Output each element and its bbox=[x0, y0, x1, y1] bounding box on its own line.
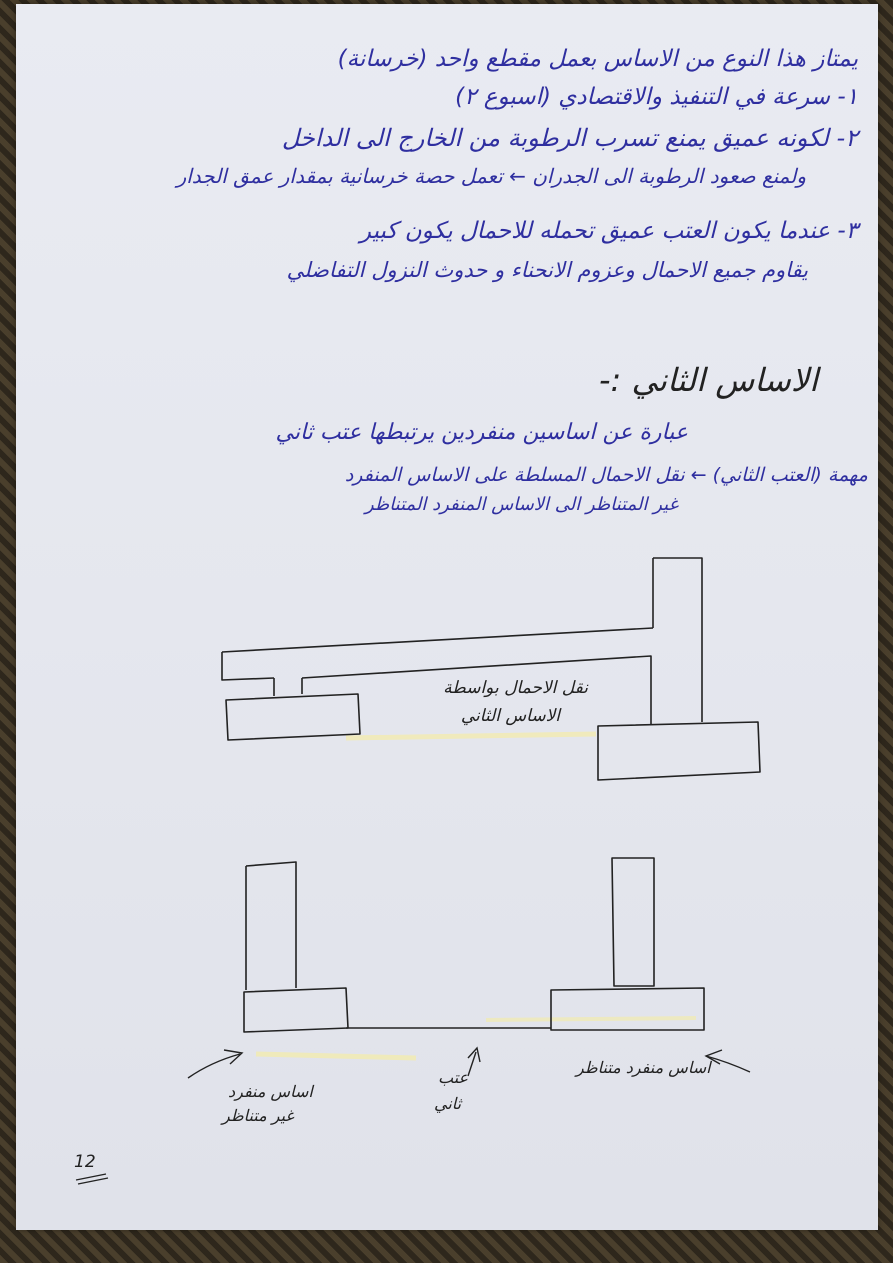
note-line-1: يمتاز هذا النوع من الاساس بعمل مقطع واحد (خرسانة) bbox=[337, 46, 858, 72]
diagram-2-strap-footing bbox=[244, 858, 704, 1032]
right-arrow-shaft bbox=[706, 1056, 750, 1072]
note-line-4: ولمنع صعود الرطوبة الى الجدران ← تعمل حصة خرسانية بمقدار عمق الجدار bbox=[176, 164, 806, 188]
strap-beam-top bbox=[222, 628, 653, 652]
section-title: الاساس الثاني :- bbox=[598, 361, 818, 399]
page-number: 12 bbox=[74, 1152, 96, 1172]
label-strap-beam-line-2: ثاني bbox=[434, 1094, 462, 1113]
foundation-diagrams bbox=[16, 4, 878, 1230]
label-asymmetric-footing-line-1: اساس منفرد bbox=[228, 1082, 313, 1101]
left-arrow-shaft bbox=[188, 1054, 240, 1078]
note-line-5: ٣- عندما يكون العتب عميق تحمله للاحمال يكون كبير bbox=[359, 218, 858, 244]
diagram-1-label-line-2: الاساس الثاني bbox=[460, 706, 560, 726]
strap-beam-left-end bbox=[222, 652, 274, 680]
right-column bbox=[612, 858, 654, 986]
diagram-1-label-line-1: نقل الاحمال بواسطة bbox=[443, 678, 588, 698]
right-column-outline bbox=[653, 558, 702, 722]
page-number-underline bbox=[76, 1174, 108, 1184]
left-footing bbox=[226, 694, 360, 740]
section-function: مهمة (العتب الثاني) ← نقل الاحمال المسلطة على الاساس المنفرد bbox=[344, 464, 868, 486]
highlight-streak bbox=[486, 1018, 696, 1020]
note-line-6: يقاوم جميع الاحمال وعزوم الانحناء و حدوث النزول التفاضلي bbox=[286, 258, 808, 282]
label-symmetric-footing: اساس منفرد متناظر bbox=[576, 1058, 711, 1077]
notebook-page bbox=[16, 4, 878, 1230]
left-footing bbox=[244, 988, 348, 1032]
left-column-stub bbox=[274, 678, 302, 696]
section-definition: عبارة عن اساسين منفردين يرتبطها عتب ثاني bbox=[275, 420, 688, 445]
note-line-2: ١- سرعة في التنفيذ والاقتصادي (اسبوع ٢) bbox=[455, 84, 858, 110]
right-footing bbox=[551, 988, 704, 1030]
highlight-streak bbox=[256, 1054, 416, 1058]
right-footing bbox=[598, 722, 760, 780]
left-column bbox=[246, 862, 296, 988]
section-function-cont: غير المتناظر الى الاساس المنفرد المتناظر bbox=[364, 494, 678, 515]
middle-arrow-shaft bbox=[468, 1052, 476, 1076]
diagram-1-strap-footing bbox=[222, 558, 760, 780]
label-strap-beam-line-1: عتب bbox=[438, 1068, 469, 1087]
highlight-streak bbox=[346, 734, 596, 738]
note-line-3: ٢- لكونه عميق يمنع تسرب الرطوبة من الخارج الى الداخل bbox=[281, 124, 858, 152]
label-asymmetric-footing-line-2: غير متناظر bbox=[222, 1106, 294, 1125]
left-arrow-head bbox=[224, 1050, 242, 1064]
